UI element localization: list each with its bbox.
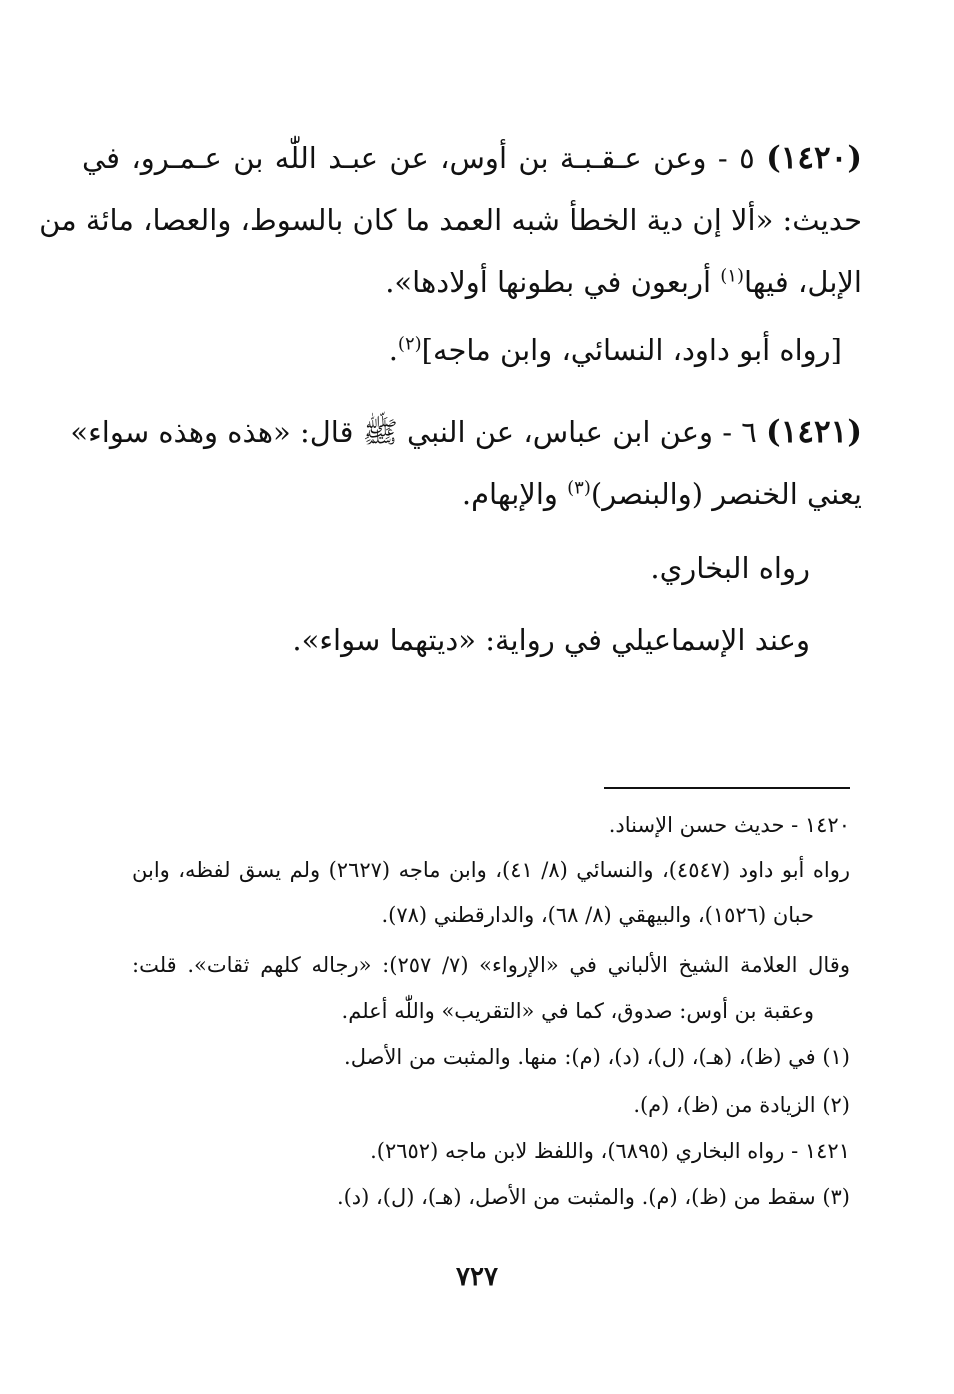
hadith-text: ٥ - وعن عـقـبـة بن أوس، عن عبـد اللّٰه بن عـمـرو، في xyxy=(82,141,755,175)
footnote-1420-refs-1: رواه أبو داود (٤٥٤٧)، والنسائي (٨/ ٤١)، وابن ماجه (٢٦٢٧) ولم يسق لفظه، وابن xyxy=(132,858,850,882)
footnote-ref[interactable]: (٣) xyxy=(567,477,591,499)
footnote-1420-refs-2: حبان (١٥٢٦)، والبيهقي (٨/ ٦٨)، والدارقطني (٧٨). xyxy=(381,903,814,927)
footnote-1420-albani-1: وقال العلامة الشيخ الألباني في «الإرواء» (٧/ ٢٥٧): «رجاله كلهم ثقات». قلت: xyxy=(132,953,850,977)
footnote-ref[interactable]: (٢) xyxy=(397,333,422,355)
hadith-number: (١٤٢٠) xyxy=(766,140,863,176)
hadith-1421-extra: وعند الإسماعيلي في رواية: «ديتهما سواء». xyxy=(292,623,810,657)
footnote-1: (١) في (ظ)، (هـ)، (ل)، (د)، (م): منها. والمثبت من الأصل. xyxy=(344,1045,850,1069)
hadith-1421-source: رواه البخاري. xyxy=(650,551,810,585)
footnote-separator xyxy=(604,787,850,789)
hadith-1421-line-2 xyxy=(82,474,862,514)
hadith-text: ٦ - وعن ابن عباس، عن النبي ﷺ قال: «هذه وهذه سواء» xyxy=(70,415,757,449)
source-text: [رواه أبو داود، النسائي، وابن ماجه] xyxy=(421,333,842,367)
hadith-1421-line-1 xyxy=(70,412,862,452)
hadith-text: أربعون في بطونها أولادها». xyxy=(385,265,721,299)
page-number: ٧٢٧ xyxy=(456,1262,498,1292)
hadith-1420-source xyxy=(62,330,842,370)
hadith-text: الإبل، فيها xyxy=(743,265,862,299)
footnote-2: (٢) الزيادة من (ظ)، (م). xyxy=(633,1093,850,1117)
footnote-ref[interactable]: (١) xyxy=(720,265,744,287)
hadith-number: (١٤٢١) xyxy=(766,414,862,450)
source-end: . xyxy=(388,333,398,367)
hadith-1420-line-1 xyxy=(82,138,862,178)
footnote-1420-head: ١٤٢٠ - حديث حسن الإسناد. xyxy=(608,813,850,837)
hadith-1420-line-2: حديث: «ألا إن دية الخطأ شبه العمد ما كان بالسوط، والعصا، مائة من xyxy=(39,203,862,237)
footnote-3: (٣) سقط من (ظ)، (م). والمثبت من الأصل، (هـ)، (ل)، (د). xyxy=(336,1185,850,1209)
hadith-1420-line-3 xyxy=(82,262,862,302)
hadith-text: يعني الخنصر (والبنصر) xyxy=(590,477,862,511)
hadith-text: والإبهام. xyxy=(461,477,568,511)
footnote-1420-albani-2: وعقبة بن أوس: صدوق، كما في «التقريب» واللّٰه أعلم. xyxy=(341,999,814,1023)
footnote-1421-head: ١٤٢١ - رواه البخاري (٦٨٩٥)، واللفظ لابن ماجه (٢٦٥٢). xyxy=(370,1139,850,1163)
